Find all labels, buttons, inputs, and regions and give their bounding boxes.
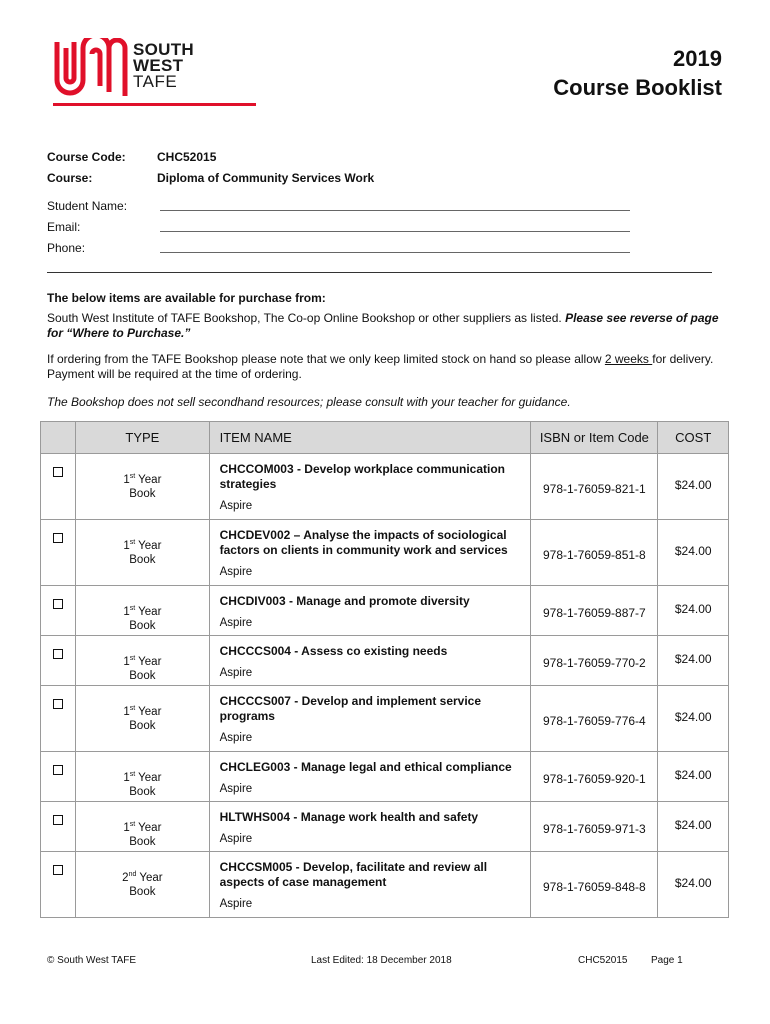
isbn-cell: 978-1-76059-848-8 <box>531 852 658 918</box>
year-number: 1 <box>123 539 130 552</box>
ordering-text-b: for delivery. Payment will be required at the time of ordering. <box>47 352 714 381</box>
item-name: CHCDEV002 – Analyse the impacts of sociological factors on clients in community work and services <box>219 528 508 557</box>
year-suffix: st <box>129 473 136 480</box>
item-publisher: Aspire <box>219 783 253 795</box>
table-row <box>41 686 729 752</box>
tafe-logo-mark-icon <box>53 38 131 102</box>
student-name-label: Student Name: <box>47 199 128 213</box>
email-label: Email: <box>47 220 81 234</box>
item-type: Book <box>129 619 156 632</box>
purchase-checkbox[interactable] <box>53 699 63 709</box>
document-title <box>553 44 722 102</box>
row-checkbox-cell <box>41 520 76 586</box>
year-number: 1 <box>123 605 130 618</box>
type-cell <box>76 586 209 636</box>
item-name: CHCCOM003 - Develop workplace communication strategies <box>219 462 506 491</box>
year-number: 2 <box>122 871 129 884</box>
year-number: 1 <box>123 821 130 834</box>
purchase-checkbox[interactable] <box>53 815 63 825</box>
type-cell <box>76 802 209 852</box>
course-code-label: Course Code: <box>47 150 126 164</box>
cost-cell: $24.00 <box>658 586 729 636</box>
logo-wordmark <box>133 42 194 90</box>
year-suffix: st <box>129 655 136 662</box>
type-cell <box>76 636 209 686</box>
footer-page-number: Page 1 <box>651 955 683 966</box>
purchase-checkbox[interactable] <box>53 865 63 875</box>
item-type: Book <box>129 669 156 682</box>
course-label: Course: <box>47 171 93 185</box>
year-suffix: st <box>129 821 136 828</box>
footer-last-edited: Last Edited: 18 December 2018 <box>311 955 452 966</box>
cost-cell: $24.00 <box>658 454 729 520</box>
booklist-table <box>40 421 729 918</box>
secondhand-note: The Bookshop does not sell secondhand resources; please consult with your teacher for guidance. <box>47 395 571 409</box>
isbn-cell: 978-1-76059-920-1 <box>531 752 658 802</box>
table-header-row <box>41 422 729 454</box>
row-checkbox-cell <box>41 852 76 918</box>
phone-field[interactable] <box>160 241 630 253</box>
isbn-cell: 978-1-76059-776-4 <box>531 686 658 752</box>
year-number: 1 <box>123 705 130 718</box>
row-checkbox-cell <box>41 802 76 852</box>
year-suffix: st <box>129 705 136 712</box>
item-cell <box>209 852 531 918</box>
year-suffix: st <box>129 605 136 612</box>
purchase-checkbox[interactable] <box>53 649 63 659</box>
table-row <box>41 520 729 586</box>
type-cell <box>76 686 209 752</box>
header-cost: COST <box>658 422 729 454</box>
isbn-cell: 978-1-76059-887-7 <box>531 586 658 636</box>
year-suffix: st <box>129 771 136 778</box>
year-word: Year <box>135 705 162 718</box>
title-text: Course Booklist <box>553 75 722 100</box>
row-checkbox-cell <box>41 586 76 636</box>
footer-course-code: CHC52015 <box>578 955 628 966</box>
cost-cell: $24.00 <box>658 686 729 752</box>
footer-copyright: © South West TAFE <box>47 955 137 966</box>
year-number: 1 <box>123 655 130 668</box>
table-row <box>41 586 729 636</box>
type-cell <box>76 520 209 586</box>
item-type: Book <box>129 835 156 848</box>
item-publisher: Aspire <box>219 898 253 910</box>
type-cell <box>76 454 209 520</box>
item-cell <box>209 586 531 636</box>
year-suffix: nd <box>128 871 137 878</box>
ordering-paragraph <box>47 352 727 382</box>
item-name: CHCLEG003 - Manage legal and ethical compliance <box>219 760 512 774</box>
item-publisher: Aspire <box>219 566 253 578</box>
item-type: Book <box>129 553 156 566</box>
table-row <box>41 636 729 686</box>
cost-cell: $24.00 <box>658 636 729 686</box>
cost-cell: $24.00 <box>658 752 729 802</box>
purchase-paragraph <box>47 311 727 341</box>
year-suffix: st <box>129 539 136 546</box>
header-type: TYPE <box>76 422 209 454</box>
cost-cell: $24.00 <box>658 802 729 852</box>
ordering-text-a: If ordering from the TAFE Bookshop please note that we only keep limited stock on hand so please allow <box>47 352 605 366</box>
purchase-checkbox[interactable] <box>53 467 63 477</box>
item-cell <box>209 686 531 752</box>
item-cell <box>209 454 531 520</box>
cost-cell: $24.00 <box>658 520 729 586</box>
type-cell <box>76 752 209 802</box>
item-publisher: Aspire <box>219 667 253 679</box>
south-west-tafe-logo <box>53 38 258 108</box>
email-field[interactable] <box>160 220 630 232</box>
item-name: HLTWHS004 - Manage work health and safety <box>219 810 479 824</box>
table-row <box>41 852 729 918</box>
item-cell <box>209 802 531 852</box>
year-word: Year <box>135 821 162 834</box>
year-number: 1 <box>123 771 130 784</box>
row-checkbox-cell <box>41 636 76 686</box>
year-word: Year <box>135 655 162 668</box>
isbn-cell: 978-1-76059-821-1 <box>531 454 658 520</box>
item-type: Book <box>129 885 156 898</box>
table-row <box>41 454 729 520</box>
table-row <box>41 752 729 802</box>
item-name: CHCCCS007 - Develop and implement service programs <box>219 694 482 723</box>
item-type: Book <box>129 719 156 732</box>
year-word: Year <box>135 473 162 486</box>
isbn-cell: 978-1-76059-971-3 <box>531 802 658 852</box>
item-name: CHCDIV003 - Manage and promote diversity <box>219 594 470 608</box>
logo-line-3: TAFE <box>133 72 178 91</box>
logo-line-2: WEST <box>133 56 184 75</box>
logo-underline <box>53 103 256 106</box>
row-checkbox-cell <box>41 752 76 802</box>
course-value: Diploma of Community Services Work <box>157 171 375 185</box>
item-publisher: Aspire <box>219 617 253 629</box>
course-code-value: CHC52015 <box>157 150 217 164</box>
item-type: Book <box>129 487 156 500</box>
row-checkbox-cell <box>41 454 76 520</box>
year-word: Year <box>136 871 163 884</box>
item-publisher: Aspire <box>219 500 253 512</box>
year-word: Year <box>135 771 162 784</box>
phone-label: Phone: <box>47 241 86 255</box>
logo-line-1: SOUTH <box>133 40 194 59</box>
ordering-weeks: 2 weeks <box>604 352 653 366</box>
student-name-field[interactable] <box>160 199 630 211</box>
cost-cell: $24.00 <box>658 852 729 918</box>
purchase-checkbox[interactable] <box>53 599 63 609</box>
header-isbn: ISBN or Item Code <box>531 422 658 454</box>
purchase-text: South West Institute of TAFE Bookshop, The Co-op Online Bookshop or other suppliers as listed. <box>47 311 566 325</box>
year-word: Year <box>135 539 162 552</box>
item-cell <box>209 636 531 686</box>
item-publisher: Aspire <box>219 833 253 845</box>
item-name: CHCCCS004 - Assess co existing needs <box>219 644 448 658</box>
row-checkbox-cell <box>41 686 76 752</box>
item-cell <box>209 520 531 586</box>
section-divider <box>47 272 712 273</box>
header-item-name: ITEM NAME <box>209 422 531 454</box>
table-row <box>41 802 729 852</box>
purchase-emphasis: Please see reverse of page for “Where to Purchase.” <box>47 311 719 340</box>
title-year: 2019 <box>673 46 722 71</box>
purchase-checkbox[interactable] <box>53 765 63 775</box>
item-type: Book <box>129 785 156 798</box>
header-checkbox <box>41 422 76 454</box>
year-word: Year <box>135 605 162 618</box>
item-name: CHCCSM005 - Develop, facilitate and review all aspects of case management <box>219 860 488 889</box>
item-cell <box>209 752 531 802</box>
isbn-cell: 978-1-76059-851-8 <box>531 520 658 586</box>
purchase-checkbox[interactable] <box>53 533 63 543</box>
isbn-cell: 978-1-76059-770-2 <box>531 636 658 686</box>
item-publisher: Aspire <box>219 732 253 744</box>
type-cell <box>76 852 209 918</box>
purchase-heading: The below items are available for purchase from: <box>47 291 326 305</box>
year-number: 1 <box>123 473 130 486</box>
